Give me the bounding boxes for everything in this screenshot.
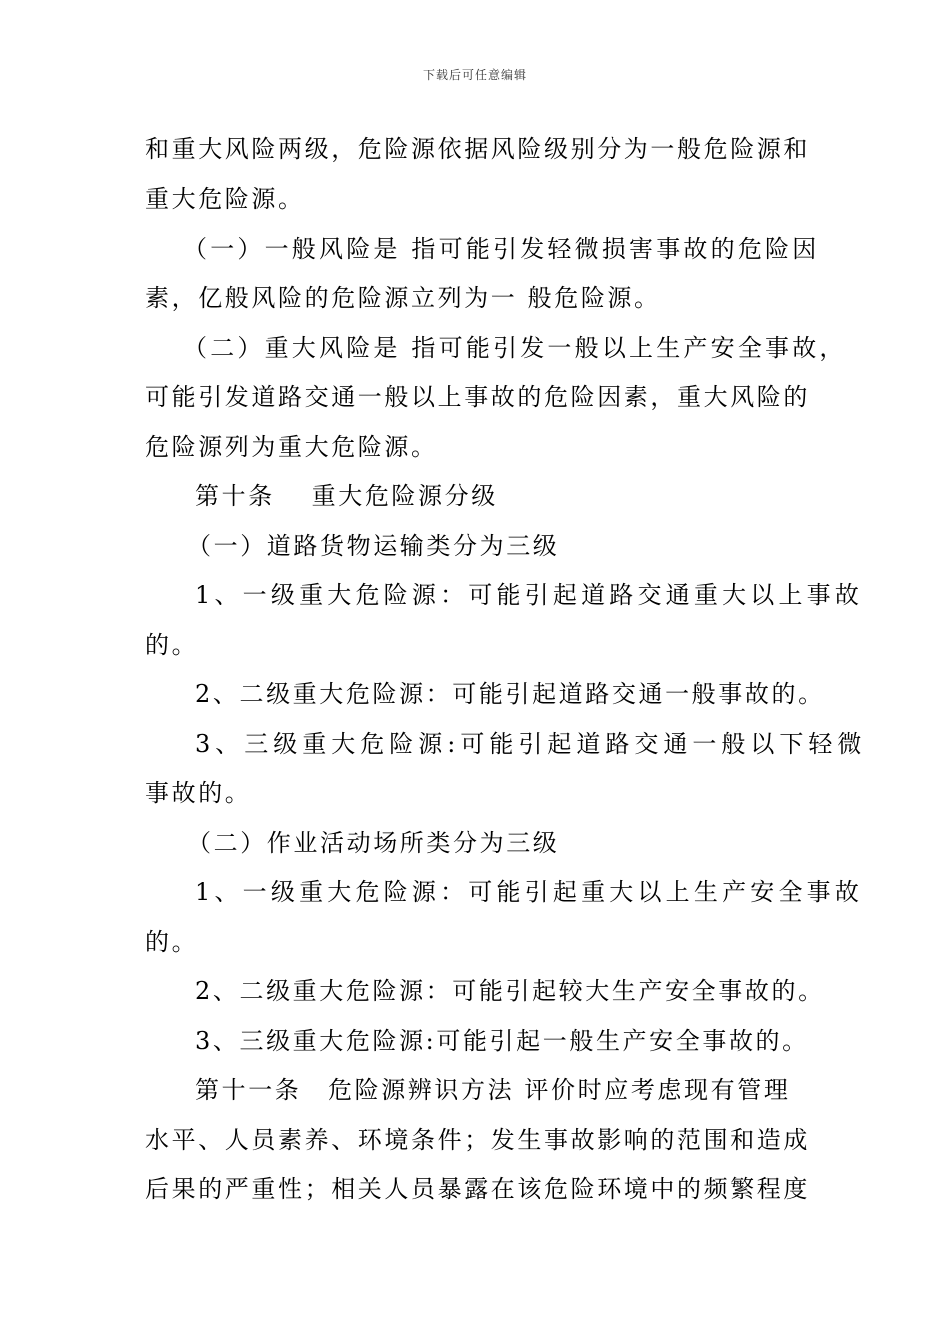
body-line: （一）一般风险是 指可能引发轻微损害事故的危险因 <box>183 235 820 263</box>
article-heading: 第十条 重大危险源分级 <box>195 482 498 510</box>
page-header: 下载后可任意编辑 <box>422 68 527 82</box>
section-heading: （二）作业活动场所类分为三级 <box>187 829 560 857</box>
body-line: 后果的严重性；相关人员暴露在该危险环境中的频繁程度 <box>145 1175 810 1203</box>
body-line: 水平、人员素养、环境条件；发生事故影响的范围和造成 <box>145 1126 810 1154</box>
body-line: 1、一级重大危险源：可能引起道路交通重大以上事故 <box>195 581 864 609</box>
body-line: 3、三级重大危险源:可能引起一般生产安全事故的。 <box>195 1027 809 1055</box>
section-heading: （一）道路货物运输类分为三级 <box>187 532 560 560</box>
body-line: 2、二级重大危险源：可能引起道路交通一般事故的。 <box>195 680 825 708</box>
body-line: 的。 <box>145 928 199 956</box>
body-line: 事故的。 <box>145 779 252 807</box>
article-heading: 第十一条 危险源辨识方法 评价时应考虑现有管理 <box>195 1076 791 1104</box>
body-line: （二）重大风险是 指可能引发一般以上生产安全事故， <box>183 334 847 362</box>
body-line: 可能引发道路交通一般以上事故的危险因素，重大风险的 <box>145 383 810 411</box>
body-line: 的。 <box>145 631 199 659</box>
body-line: 1、一级重大危险源：可能引起重大以上生产安全事故 <box>195 878 864 906</box>
body-line: 2、二级重大危险源：可能引起较大生产安全事故的。 <box>195 977 825 1005</box>
body-line: 危险源列为重大危险源。 <box>145 433 438 461</box>
body-line: 3、三级重大危险源:可能引起道路交通一般以下轻微 <box>195 730 867 758</box>
body-line: 重大危险源。 <box>145 185 305 213</box>
body-line: 素，亿般风险的危险源立列为一 般危险源。 <box>145 284 661 312</box>
body-line: 和重大风险两级，危险源依据风险级别分为一般危险源和 <box>145 135 810 163</box>
